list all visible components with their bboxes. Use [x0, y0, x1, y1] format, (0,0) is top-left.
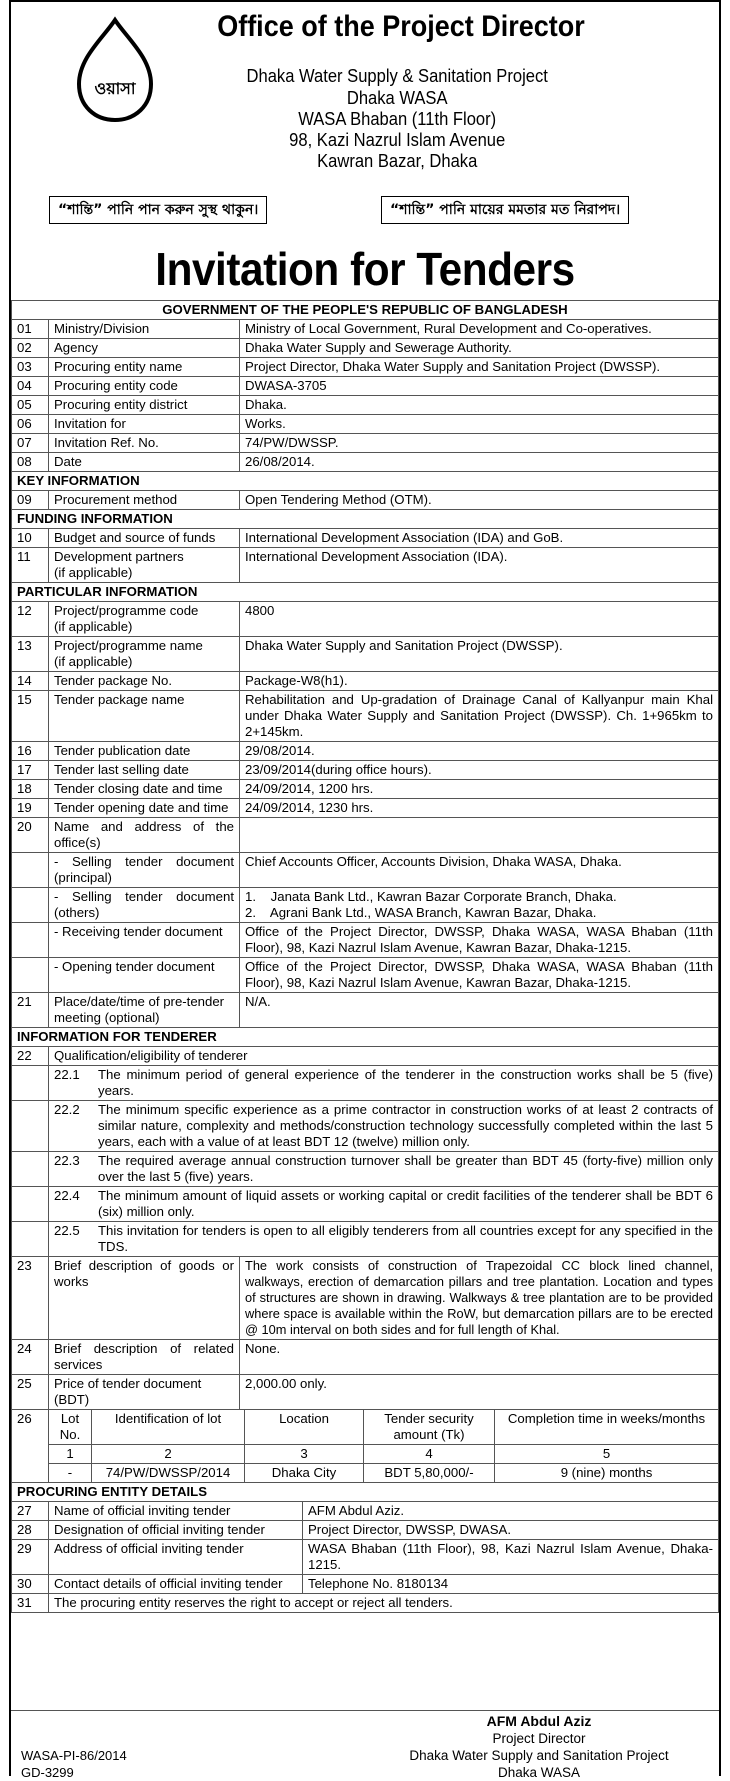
- row-label: Qualification/eligibility of tenderer: [49, 1047, 719, 1066]
- row-value: None.: [240, 1340, 719, 1375]
- row-number: 15: [12, 691, 49, 742]
- row-value: 26/08/2014.: [240, 453, 719, 472]
- lot-data-row: [49, 1464, 718, 1483]
- item-text: The minimum specific experience as a prime contractor in construction works of at least 2 contracts of similar nature, complexity and methods/construction technology successfully completed within the last 5 years, each with a value of at least BDT 12 (twelve) million only.: [98, 1102, 713, 1149]
- row-label: Brief description of goods or works: [49, 1257, 240, 1340]
- table-row: [12, 529, 719, 548]
- table-row: [12, 1152, 719, 1187]
- table-row: [12, 691, 719, 742]
- row-label: Name and address of the office(s): [49, 818, 240, 853]
- table-row: [12, 377, 719, 396]
- row-number: 23: [12, 1257, 49, 1340]
- lot-header: Completion time in weeks/months: [495, 1410, 719, 1445]
- lot-header: Identification of lot: [92, 1410, 245, 1445]
- table-row: [12, 1187, 719, 1222]
- row-label: Tender opening date and time: [49, 799, 240, 818]
- lot-header-row: [49, 1410, 718, 1445]
- row-label: Tender package name: [49, 691, 240, 742]
- row-label: Ministry/Division: [49, 320, 240, 339]
- office-title: Office of the Project Director: [217, 10, 585, 43]
- row-label: Invitation for: [49, 415, 240, 434]
- section-information-for-tenderer: INFORMATION FOR TENDERER: [12, 1028, 719, 1047]
- table-row: [12, 1066, 719, 1101]
- notice-header: [11, 2, 719, 172]
- row-label: Procuring entity code: [49, 377, 240, 396]
- row-label: Address of official inviting tender: [49, 1540, 303, 1574]
- row-number: 18: [12, 780, 49, 799]
- table-row: [12, 888, 719, 923]
- row-number: 29: [12, 1540, 49, 1575]
- signatory-title: Project Director: [492, 1731, 586, 1746]
- row-number: [12, 1222, 49, 1257]
- qualification-item: [49, 1066, 719, 1101]
- table-row: [12, 1257, 719, 1340]
- row-value: 24/09/2014, 1200 hrs.: [240, 780, 719, 799]
- table-row: [12, 358, 719, 377]
- row-number: 31: [12, 1594, 49, 1613]
- signatory-org: Dhaka Water Supply and Sanitation Project: [409, 1748, 669, 1763]
- tender-notice-page: [9, 0, 721, 1780]
- row-number: 03: [12, 358, 49, 377]
- government-heading: GOVERNMENT OF THE PEOPLE'S REPUBLIC OF BANGLADESH: [12, 301, 719, 320]
- item-number: 22.4: [54, 1188, 80, 1203]
- table-row: [12, 453, 719, 472]
- slogan-right: “শান্তি” পানি মায়ের মমতার মত নিরাপদ।: [381, 196, 629, 224]
- table-row: [12, 780, 719, 799]
- row-label-note: (if applicable): [54, 565, 133, 580]
- lot-header: Tender security amount (Tk): [364, 1410, 495, 1445]
- row-number: 06: [12, 415, 49, 434]
- row-value: Dhaka Water Supply and Sanitation Project (DWSSP).: [240, 637, 719, 672]
- slogans: [11, 196, 719, 222]
- row-number: 16: [12, 742, 49, 761]
- table-row: [12, 1047, 719, 1066]
- row-label: - Receiving tender document: [49, 923, 240, 958]
- row-number: 19: [12, 799, 49, 818]
- slogan-left: “শান্তি” পানি পান করুন সুস্থ থাকুন।: [49, 196, 267, 224]
- address-line-3: WASA Bhaban (11th Floor): [298, 109, 497, 129]
- row-number: 24: [12, 1340, 49, 1375]
- row-number: 28: [12, 1521, 49, 1540]
- lot-cell: 74/PW/DWSSP/2014: [92, 1464, 245, 1483]
- row-value: AFM Abdul Aziz.: [308, 1503, 405, 1518]
- row-label: Tender last selling date: [49, 761, 240, 780]
- row-number: 14: [12, 672, 49, 691]
- address-line-2: Dhaka WASA: [346, 88, 448, 108]
- col-number: 2: [92, 1445, 245, 1464]
- lot-cell: BDT 5,80,000/-: [364, 1464, 495, 1483]
- row-label: Place/date/time of pre-tender meeting (optional): [49, 993, 240, 1028]
- bank-line-2: 2. Agrani Bank Ltd., WASA Branch, Kawran Bazar, Dhaka.: [245, 905, 597, 920]
- item-number: 22.5: [54, 1223, 80, 1238]
- col-number: 4: [364, 1445, 495, 1464]
- row-label-note: (if applicable): [54, 619, 133, 634]
- table-row: [12, 818, 719, 853]
- row-body: [49, 1521, 719, 1540]
- row-number: 25: [12, 1375, 49, 1410]
- item-number: 22.1: [54, 1067, 80, 1082]
- row-number: 17: [12, 761, 49, 780]
- row-body: [49, 1540, 719, 1575]
- table-row: [12, 672, 719, 691]
- item-text: The minimum period of general experience of the tenderer in the construction works shall be 5 (five) years.: [98, 1067, 713, 1098]
- row-value: N/A.: [240, 993, 719, 1028]
- row-value: [240, 888, 719, 923]
- row-value: Rehabilitation and Up-gradation of Drainage Canal of Kallyanpur main Khal under Dhaka Water Supply and Sanitation Project (DWSSP). Ch. 1+965km to 2+145km.: [240, 691, 719, 742]
- row-value: International Development Association (IDA) and GoB.: [240, 529, 719, 548]
- section-funding-information: FUNDING INFORMATION: [12, 510, 719, 529]
- row-number: 21: [12, 993, 49, 1028]
- table-row: [12, 1410, 719, 1483]
- row-value: Project Director, DWSSP, DWASA.: [308, 1522, 511, 1537]
- row-value: 23/09/2014(during office hours).: [240, 761, 719, 780]
- row-label: Procuring entity name: [49, 358, 240, 377]
- row-value: 2,000.00 only.: [240, 1375, 719, 1410]
- lot-header: Location: [245, 1410, 364, 1445]
- table-row: [12, 853, 719, 888]
- section-key-information: KEY INFORMATION: [12, 472, 719, 491]
- row-value: 4800: [240, 602, 719, 637]
- row-number: [12, 923, 49, 958]
- row-value: International Development Association (IDA).: [240, 548, 719, 583]
- lot-table: [49, 1410, 718, 1482]
- row-number: 22: [12, 1047, 49, 1066]
- row-number: [12, 958, 49, 993]
- reference-2: GD-3299: [21, 1765, 74, 1780]
- row-label: Date: [49, 453, 240, 472]
- row-label: Tender package No.: [49, 672, 240, 691]
- table-row: [12, 1375, 719, 1410]
- table-row: [12, 320, 719, 339]
- table-row: [12, 923, 719, 958]
- row-label: [49, 637, 240, 672]
- qualification-item: [49, 1187, 719, 1222]
- logo-text: ওয়াসা: [94, 79, 136, 98]
- lot-cell: Dhaka City: [245, 1464, 364, 1483]
- row-label-line: Project/programme name: [54, 638, 203, 653]
- lot-number-row: [49, 1445, 718, 1464]
- row-number: [12, 853, 49, 888]
- row-number: 10: [12, 529, 49, 548]
- row-number: [12, 1101, 49, 1152]
- row-number: [12, 1152, 49, 1187]
- qualification-item: [49, 1222, 719, 1257]
- row-value: Chief Accounts Officer, Accounts Division, Dhaka WASA, Dhaka.: [240, 853, 719, 888]
- row-label: Price of tender document (BDT): [49, 1375, 240, 1410]
- table-row: [12, 993, 719, 1028]
- row-value: The procuring entity reserves the right to accept or reject all tenders.: [49, 1594, 719, 1613]
- signature-block: [389, 1713, 689, 1781]
- row-label: Designation of official inviting tender: [49, 1521, 303, 1539]
- row-value: The work consists of construction of Trapezoidal CC block lined channel, walkways, erection of demarcation pillars and tree plantation. Location and types of structures are shown in drawing. Walkways & tree plantation are to be provided where space is available within the RoW, but demarcation pillars are to be erected @ 10m interval on both sides and for full length of Khal.: [240, 1257, 719, 1340]
- signatory-name: AFM Abdul Aziz: [486, 1713, 592, 1729]
- row-value: DWASA-3705: [240, 377, 719, 396]
- table-row: [12, 761, 719, 780]
- row-label: [49, 548, 240, 583]
- invitation-title: Invitation for Tenders: [155, 243, 575, 295]
- row-value: Project Director, Dhaka Water Supply and Sanitation Project (DWSSP).: [240, 358, 719, 377]
- row-number: 05: [12, 396, 49, 415]
- address-line-5: Kawran Bazar, Dhaka: [317, 151, 478, 171]
- row-number: 01: [12, 320, 49, 339]
- signatory-org-2: Dhaka WASA: [497, 1765, 581, 1780]
- item-text: The minimum amount of liquid assets or working capital or credit facilities of the tenderer shall be BDT 6 (six) million only.: [98, 1188, 713, 1219]
- row-number: 13: [12, 637, 49, 672]
- row-value: Telephone No. 8180134: [308, 1576, 449, 1591]
- row-value: Dhaka Water Supply and Sewerage Authority.: [240, 339, 719, 358]
- row-value: Office of the Project Director, DWSSP, Dhaka WASA, WASA Bhaban (11th Floor), 98, Kazi Nazrul Islam Avenue, Kawran Bazar, Dhaka-1215.: [240, 958, 719, 993]
- qualification-item: [49, 1152, 719, 1187]
- row-number: 02: [12, 339, 49, 358]
- table-row: [12, 1521, 719, 1540]
- row-label-line: Project/programme code: [54, 603, 199, 618]
- row-number: [12, 1066, 49, 1101]
- row-number: 30: [12, 1575, 49, 1594]
- row-number: 20: [12, 818, 49, 853]
- row-number: 27: [12, 1502, 49, 1521]
- col-number: 5: [495, 1445, 719, 1464]
- row-number: 12: [12, 602, 49, 637]
- row-label-note: (if applicable): [54, 654, 133, 669]
- table-row: [12, 1540, 719, 1575]
- row-value: Dhaka.: [240, 396, 719, 415]
- row-label: - Selling tender document (principal): [49, 853, 240, 888]
- table-row: [12, 1340, 719, 1375]
- row-number: 11: [12, 548, 49, 583]
- table-row: [12, 548, 719, 583]
- table-row: [12, 491, 719, 510]
- row-label: Tender closing date and time: [49, 780, 240, 799]
- reference-1: WASA-PI-86/2014: [21, 1748, 127, 1763]
- item-text: This invitation for tenders is open to all eligibly tenderers from all countries except for any specified in the TDS.: [98, 1223, 713, 1254]
- row-number: [12, 888, 49, 923]
- row-label: Name of official inviting tender: [49, 1502, 303, 1520]
- table-row: [12, 602, 719, 637]
- table-row: [12, 637, 719, 672]
- row-label: Brief description of related services: [49, 1340, 240, 1375]
- table-row: [12, 1594, 719, 1613]
- row-value: Works.: [240, 415, 719, 434]
- row-label: Agency: [49, 339, 240, 358]
- row-value: [240, 818, 719, 853]
- section-procuring-entity-details: PROCURING ENTITY DETAILS: [12, 1483, 719, 1502]
- notice-footer: [11, 1710, 719, 1779]
- row-label: [49, 602, 240, 637]
- row-label: Procuring entity district: [49, 396, 240, 415]
- table-row: [12, 958, 719, 993]
- row-body: [49, 1502, 719, 1521]
- table-row: [12, 415, 719, 434]
- lot-table-cell: [49, 1410, 719, 1483]
- row-label: Procurement method: [49, 491, 240, 510]
- row-number: 26: [12, 1410, 49, 1483]
- row-label: - Selling tender document (others): [49, 888, 240, 923]
- row-label: Invitation Ref. No.: [49, 434, 240, 453]
- address-line-1: Dhaka Water Supply & Sanitation Project: [246, 66, 548, 86]
- lot-cell: -: [49, 1464, 92, 1483]
- row-number: 08: [12, 453, 49, 472]
- row-value: 29/08/2014.: [240, 742, 719, 761]
- row-label-line: Development partners: [54, 549, 184, 564]
- table-row: [12, 339, 719, 358]
- row-label: Budget and source of funds: [49, 529, 240, 548]
- row-number: [12, 1187, 49, 1222]
- row-label: - Opening tender document: [49, 958, 240, 993]
- item-number: 22.3: [54, 1153, 80, 1168]
- table-row: [12, 1502, 719, 1521]
- row-number: 09: [12, 491, 49, 510]
- row-value: WASA Bhaban (11th Floor), 98, Kazi Nazrul Islam Avenue, Dhaka-1215.: [308, 1541, 713, 1572]
- table-row: [12, 742, 719, 761]
- section-particular-information: PARTICULAR INFORMATION: [12, 583, 719, 602]
- table-row: [12, 396, 719, 415]
- col-number: 1: [49, 1445, 92, 1464]
- row-value: 24/09/2014, 1230 hrs.: [240, 799, 719, 818]
- row-value: Open Tendering Method (OTM).: [240, 491, 719, 510]
- item-text: The required average annual construction turnover shall be greater than BDT 45 (forty-five) million only over the last 5 (five) years.: [98, 1153, 713, 1184]
- lot-header: Lot No.: [49, 1410, 92, 1445]
- table-row: [12, 1101, 719, 1152]
- table-row: [12, 799, 719, 818]
- col-number: 3: [245, 1445, 364, 1464]
- row-number: 07: [12, 434, 49, 453]
- address-line-4: 98, Kazi Nazrul Islam Avenue: [289, 130, 506, 150]
- row-number: 04: [12, 377, 49, 396]
- row-value: Office of the Project Director, DWSSP, Dhaka WASA, WASA Bhaban (11th Floor), 98, Kazi Nazrul Islam Avenue, Kawran Bazar, Dhaka-1215.: [240, 923, 719, 958]
- qualification-item: [49, 1101, 719, 1152]
- row-label: Contact details of official inviting tender: [49, 1575, 303, 1593]
- lot-cell: 9 (nine) months: [495, 1464, 719, 1483]
- item-number: 22.2: [54, 1102, 80, 1117]
- bank-line-1: 1. Janata Bank Ltd., Kawran Bazar Corporate Branch, Dhaka.: [245, 889, 617, 904]
- row-label: Tender publication date: [49, 742, 240, 761]
- tender-table: [11, 300, 719, 1613]
- table-row: [12, 1222, 719, 1257]
- row-body: [49, 1575, 719, 1594]
- row-value: 74/PW/DWSSP.: [240, 434, 719, 453]
- table-row: [12, 434, 719, 453]
- table-row: [12, 1575, 719, 1594]
- row-value: Ministry of Local Government, Rural Development and Co-operatives.: [240, 320, 719, 339]
- row-value: Package-W8(h1).: [240, 672, 719, 691]
